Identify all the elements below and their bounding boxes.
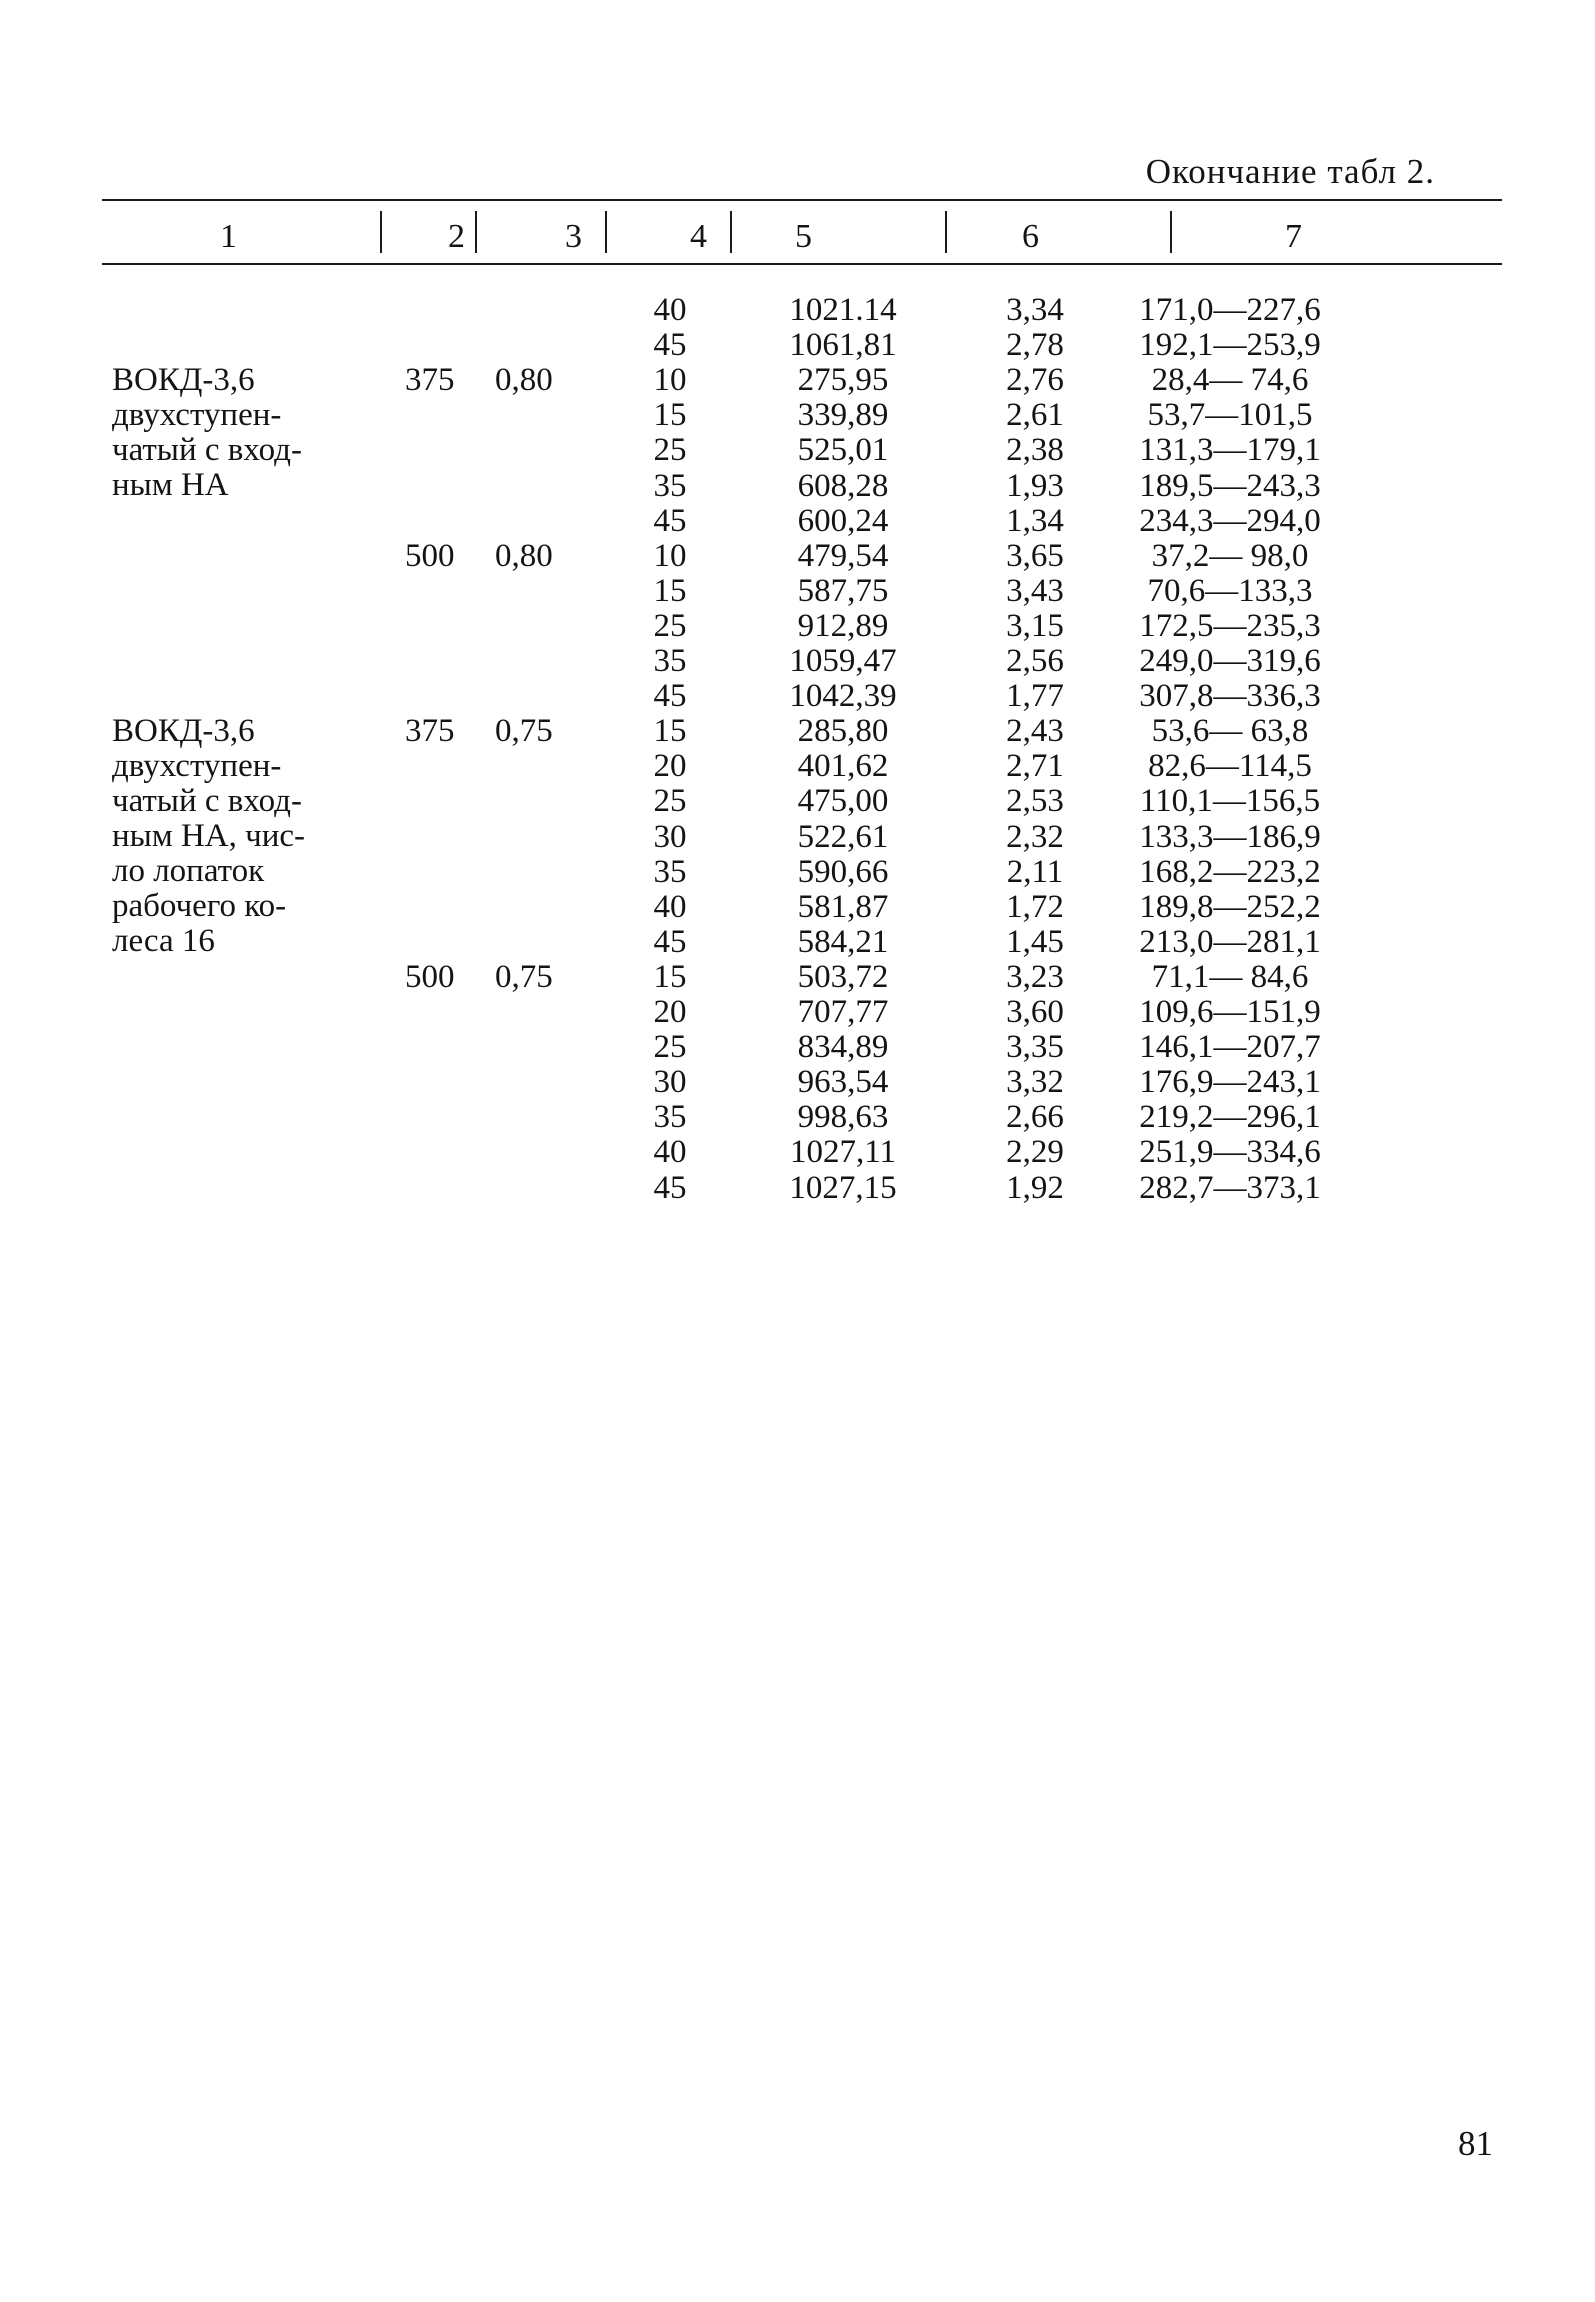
col-6-cell: 1,34 — [1006, 502, 1064, 539]
col-5-cell: 401,62 — [797, 748, 889, 785]
header-divider — [945, 211, 947, 253]
col-5-cell: 584,21 — [797, 923, 889, 960]
col-7-cell: 176,9—243,1 — [1139, 1064, 1321, 1101]
col-7-cell: 71,1— 84,6 — [1151, 958, 1309, 995]
table-row — [0, 1030, 1595, 1065]
col-5-cell: 275,95 — [797, 362, 889, 399]
col-7-cell: 282,7—373,1 — [1139, 1169, 1321, 1206]
col-6-cell: 3,23 — [1006, 958, 1064, 995]
table-row — [0, 609, 1595, 644]
col-6-cell: 2,32 — [1006, 818, 1064, 855]
header-col-5: 5 — [795, 218, 812, 255]
table-row — [0, 398, 1595, 433]
model-description-line: ВОКД-3,6 — [112, 713, 255, 750]
col-5-cell: 912,89 — [797, 607, 889, 644]
table-row — [0, 679, 1595, 714]
table-row — [0, 1135, 1595, 1170]
col-7-cell: 37,2— 98,0 — [1151, 537, 1309, 574]
col-5-cell: 1027,15 — [789, 1169, 897, 1206]
col-5-cell: 834,89 — [797, 1029, 889, 1066]
col-7-cell: 192,1—253,9 — [1139, 327, 1321, 364]
col-5-cell: 581,87 — [797, 888, 889, 925]
col-5-cell: 998,63 — [797, 1099, 889, 1136]
speed-cell: 375 — [405, 713, 455, 750]
col-6-cell: 2,66 — [1006, 1099, 1064, 1136]
table-top-rule — [102, 199, 1502, 201]
table-row — [0, 749, 1595, 784]
col-5-cell: 590,66 — [797, 853, 889, 890]
col-7-cell: 110,1—156,5 — [1139, 783, 1321, 820]
col-4-cell: 25 — [653, 1029, 687, 1066]
col-6-cell: 2,38 — [1006, 432, 1064, 469]
col-7-cell: 133,3—186,9 — [1139, 818, 1321, 855]
col-4-cell: 40 — [653, 292, 687, 328]
col-6-cell: 1,92 — [1006, 1169, 1064, 1206]
col-6-cell: 2,61 — [1006, 397, 1064, 434]
col-6-cell: 3,65 — [1006, 537, 1064, 574]
col-4-cell: 15 — [653, 713, 687, 750]
model-description-line: рабочего ко- — [112, 888, 287, 925]
table-row — [0, 363, 1595, 398]
table-row — [0, 925, 1595, 960]
model-description-line: ным НА, чис- — [112, 818, 306, 855]
col-6-cell: 2,78 — [1006, 327, 1064, 364]
model-description-line: чатый с вход- — [112, 783, 302, 820]
col-6-cell: 1,72 — [1006, 888, 1064, 925]
table-row — [0, 820, 1595, 855]
col-5-cell: 1061,81 — [789, 327, 897, 364]
col-4-cell: 25 — [653, 432, 687, 469]
table-row — [0, 855, 1595, 890]
col-7-cell: 189,5—243,3 — [1139, 467, 1321, 504]
col-6-cell: 3,34 — [1006, 292, 1064, 328]
col-6-cell: 2,71 — [1006, 748, 1064, 785]
col-6-cell: 2,56 — [1006, 643, 1064, 679]
col-6-cell: 3,43 — [1006, 572, 1064, 609]
table-row — [0, 714, 1595, 749]
speed-cell: 500 — [405, 537, 455, 574]
col-5-cell: 503,72 — [797, 958, 889, 995]
table-row — [0, 995, 1595, 1030]
col-4-cell: 30 — [653, 1064, 687, 1101]
col-6-cell: 2,11 — [1006, 853, 1064, 890]
col-6-cell: 3,15 — [1006, 607, 1064, 644]
col-6-cell: 3,35 — [1006, 1029, 1064, 1066]
model-description-line: ло лопаток — [112, 853, 265, 890]
table-row — [0, 328, 1595, 363]
col-5-cell: 963,54 — [797, 1064, 889, 1101]
col-4-cell: 35 — [653, 853, 687, 890]
col-4-cell: 15 — [653, 397, 687, 434]
header-col-6: 6 — [1022, 218, 1039, 255]
header-divider — [380, 211, 382, 253]
col-6-cell: 2,76 — [1006, 362, 1064, 399]
table-row — [0, 1065, 1595, 1100]
ratio-cell: 0,80 — [495, 537, 553, 574]
col-4-cell: 10 — [653, 537, 687, 574]
col-7-cell: 168,2—223,2 — [1139, 853, 1321, 890]
table-row — [0, 644, 1595, 679]
col-4-cell: 10 — [653, 362, 687, 399]
header-divider — [730, 211, 732, 253]
col-7-cell: 249,0—319,6 — [1139, 643, 1321, 679]
col-4-cell: 35 — [653, 1099, 687, 1136]
speed-cell: 375 — [405, 362, 455, 399]
col-4-cell: 45 — [653, 923, 687, 960]
col-4-cell: 45 — [653, 678, 687, 715]
header-divider — [605, 211, 607, 253]
model-description-line: ным НА — [112, 467, 229, 504]
col-5-cell: 707,77 — [797, 994, 889, 1030]
header-divider — [1170, 211, 1172, 253]
col-5-cell: 608,28 — [797, 467, 889, 504]
header-divider — [475, 211, 477, 253]
col-4-cell: 45 — [653, 327, 687, 364]
table-row — [0, 784, 1595, 819]
col-7-cell: 131,3—179,1 — [1139, 432, 1321, 469]
col-5-cell: 1059,47 — [789, 643, 897, 679]
speed-cell: 500 — [405, 958, 455, 995]
table-row — [0, 469, 1595, 504]
col-5-cell: 522,61 — [797, 818, 889, 855]
header-col-7: 7 — [1285, 218, 1302, 255]
col-7-cell: 28,4— 74,6 — [1151, 362, 1309, 399]
col-7-cell: 146,1—207,7 — [1139, 1029, 1321, 1066]
table-row — [0, 433, 1595, 468]
col-7-cell: 53,6— 63,8 — [1151, 713, 1309, 750]
col-5-cell: 285,80 — [797, 713, 889, 750]
col-7-cell: 53,7—101,5 — [1147, 397, 1313, 434]
col-6-cell: 2,29 — [1006, 1134, 1064, 1171]
col-5-cell: 479,54 — [797, 537, 889, 574]
col-7-cell: 189,8—252,2 — [1139, 888, 1321, 925]
col-7-cell: 171,0—227,6 — [1139, 292, 1321, 328]
model-description-line: ВОКД-3,6 — [112, 362, 255, 399]
col-4-cell: 35 — [653, 467, 687, 504]
model-description-line: двухступен- — [112, 397, 282, 434]
col-4-cell: 40 — [653, 888, 687, 925]
col-4-cell: 30 — [653, 818, 687, 855]
col-5-cell: 600,24 — [797, 502, 889, 539]
ratio-cell: 0,80 — [495, 362, 553, 399]
col-6-cell: 3,32 — [1006, 1064, 1064, 1101]
col-5-cell: 475,00 — [797, 783, 889, 820]
col-4-cell: 40 — [653, 1134, 687, 1171]
col-5-cell: 587,75 — [797, 572, 889, 609]
col-4-cell: 35 — [653, 643, 687, 679]
col-7-cell: 251,9—334,6 — [1139, 1134, 1321, 1171]
col-5-cell: 1042,39 — [789, 678, 897, 715]
ratio-cell: 0,75 — [495, 713, 553, 750]
col-5-cell: 1021.14 — [789, 292, 897, 328]
col-5-cell: 1027,11 — [789, 1134, 897, 1171]
col-6-cell: 2,43 — [1006, 713, 1064, 750]
col-6-cell: 3,60 — [1006, 994, 1064, 1030]
table-row — [0, 504, 1595, 539]
ratio-cell: 0,75 — [495, 958, 553, 995]
col-6-cell: 1,93 — [1006, 467, 1064, 504]
header-col-2: 2 — [448, 218, 465, 255]
model-description-line: двухступен- — [112, 748, 282, 785]
col-4-cell: 45 — [653, 1169, 687, 1206]
col-7-cell: 109,6—151,9 — [1139, 994, 1321, 1030]
table-row — [0, 890, 1595, 925]
page-number: 81 — [1458, 2124, 1493, 2163]
model-description-line: чатый с вход- — [112, 432, 302, 469]
col-7-cell: 82,6—114,5 — [1148, 748, 1312, 785]
col-4-cell: 45 — [653, 502, 687, 539]
table-caption: Окончание табл 2. — [1145, 152, 1435, 191]
col-4-cell: 15 — [653, 572, 687, 609]
col-5-cell: 525,01 — [797, 432, 889, 469]
col-4-cell: 20 — [653, 748, 687, 785]
col-6-cell: 1,77 — [1006, 678, 1064, 715]
col-7-cell: 234,3—294,0 — [1139, 502, 1321, 539]
table-row — [0, 293, 1595, 328]
col-7-cell: 70,6—133,3 — [1147, 572, 1313, 609]
col-6-cell: 2,53 — [1006, 783, 1064, 820]
header-col-3: 3 — [565, 218, 582, 255]
model-description-line: леса 16 — [112, 923, 215, 960]
col-6-cell: 1,45 — [1006, 923, 1064, 960]
header-col-1: 1 — [220, 218, 237, 255]
table-row — [0, 1100, 1595, 1135]
table-header-rule — [102, 263, 1502, 265]
col-4-cell: 25 — [653, 783, 687, 820]
col-4-cell: 15 — [653, 958, 687, 995]
col-4-cell: 20 — [653, 994, 687, 1030]
table-row — [0, 960, 1595, 995]
col-7-cell: 213,0—281,1 — [1139, 923, 1321, 960]
table-row — [0, 574, 1595, 609]
header-col-4: 4 — [690, 218, 707, 255]
col-7-cell: 307,8—336,3 — [1139, 678, 1321, 715]
col-7-cell: 172,5—235,3 — [1139, 607, 1321, 644]
table-row — [0, 539, 1595, 574]
col-4-cell: 25 — [653, 607, 687, 644]
table-row — [0, 1171, 1595, 1206]
col-5-cell: 339,89 — [797, 397, 889, 434]
col-7-cell: 219,2—296,1 — [1139, 1099, 1321, 1136]
